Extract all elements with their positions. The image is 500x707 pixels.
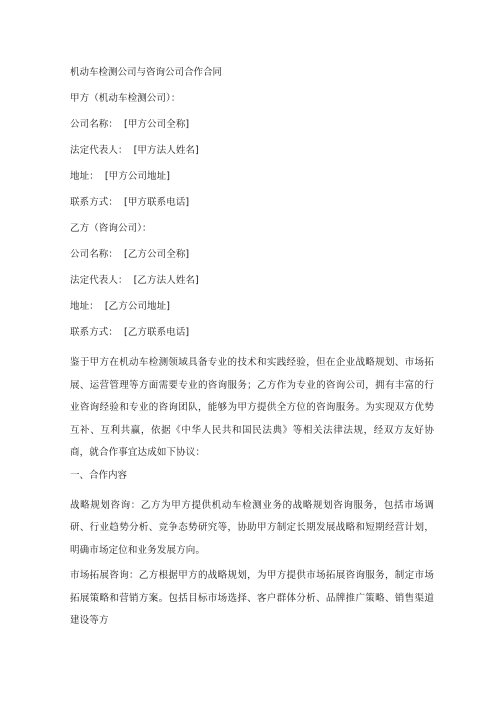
- document-body: [70, 66, 434, 636]
- party-a-company-value: [甲方公司全称]: [124, 119, 190, 130]
- party-b-company-value: [乙方公司全称]: [124, 249, 190, 260]
- party-a-heading: 甲方（机动车检测公司）：: [70, 93, 181, 104]
- section-1-heading: 一、合作内容: [70, 469, 128, 481]
- party-b-heading: 乙方（咨询公司）：: [70, 223, 152, 234]
- party-a-company: [70, 118, 434, 132]
- party-a-rep-value: [甲方法人姓名]: [133, 145, 199, 156]
- party-b-address-value: [乙方公司地址]: [104, 301, 171, 312]
- party-a-address-label: 地址：: [70, 171, 99, 182]
- party-a-address-value: [甲方公司地址]: [104, 171, 171, 182]
- party-a-company-label: 公司名称：: [70, 119, 119, 130]
- document-title: 机动车检测公司与咨询公司合作合同: [70, 67, 223, 78]
- party-b-address: [70, 300, 434, 314]
- party-b-rep: [70, 274, 434, 288]
- party-b-contact-value: [乙方联系电话]: [124, 327, 190, 338]
- party-a-rep-label: 法定代表人：: [70, 145, 128, 156]
- party-a-address: [70, 170, 434, 184]
- party-b-contact-label: 联系方式：: [70, 327, 119, 338]
- party-a-rep: [70, 144, 434, 158]
- party-b-contact: [70, 326, 434, 340]
- party-a-contact-label: 联系方式：: [70, 197, 119, 208]
- party-b-company-label: 公司名称：: [70, 249, 119, 260]
- section-1-item-market: 市场拓展咨询：乙方根据甲方的战略规划，为甲方提供市场拓展咨询服务，制定市场拓展策略和营销方案。包括目标市场选择、客户群体分析、品牌推广策略、销售渠道建设等方: [70, 570, 434, 626]
- party-b-rep-value: [乙方法人姓名]: [133, 275, 199, 286]
- party-b-company: [70, 248, 434, 262]
- section-1-item-strategy: 战略规划咨询：乙方为甲方提供机动车检测业务的战略规划咨询服务，包括市场调研、行业趋势分析、竞争态势研究等，协助甲方制定长期发展战略和短期经营计划，明确市场定位和业务发展方向。: [70, 499, 434, 556]
- party-b-address-label: 地址：: [70, 301, 99, 312]
- party-a-contact-value: [甲方联系电话]: [124, 197, 190, 208]
- preamble-paragraph: 鉴于甲方在机动车检测领域具备专业的技术和实践经验，但在企业战略规划、市场拓展、运营管理等方面需要专业的咨询服务；乙方作为专业的咨询公司，拥有丰富的行业咨询经验和专业的咨询团队，能够为甲方提供全方位的咨询服务。为实现双方优势互补、互利共赢，依据《中华人民共和国民法典》等相关法律法规，经双方友好协商，就合作事宜达成如下协议：: [70, 357, 434, 458]
- party-b-rep-label: 法定代表人：: [70, 275, 128, 286]
- party-a-contact: [70, 196, 434, 210]
